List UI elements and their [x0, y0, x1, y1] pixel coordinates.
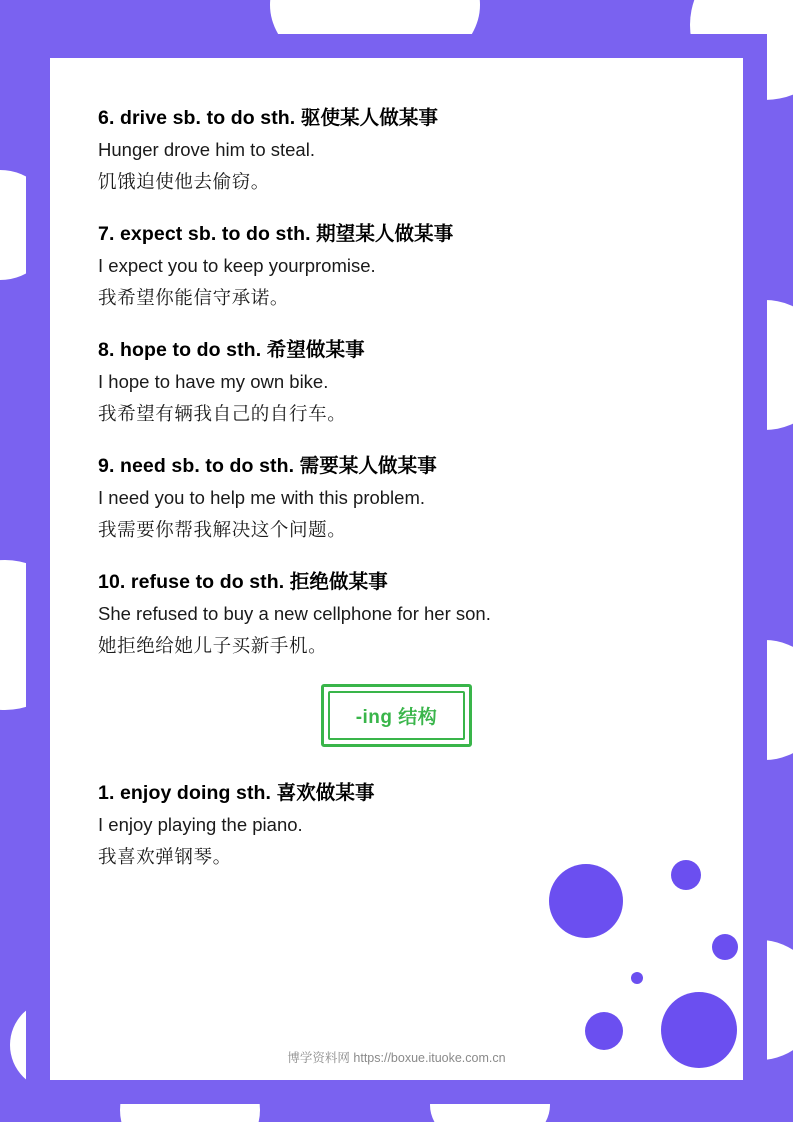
entry-example-english: I need you to help me with this problem.: [98, 487, 426, 508]
entry-example-chinese: 我需要你帮我解决这个问题。: [98, 519, 347, 540]
grammar-entry: [98, 566, 695, 658]
entry-title: 10. refuse to do sth. 拒绝做某事: [98, 571, 388, 593]
entry-example-chinese: 我希望有辆我自己的自行车。: [98, 403, 347, 424]
grammar-entry: [98, 334, 695, 426]
section-badge-frame: [321, 684, 473, 747]
grammar-entry: [98, 102, 695, 194]
entry-example-english: I expect you to keep yourpromise.: [98, 255, 376, 276]
entry-title: 1. enjoy doing sth. 喜欢做某事: [98, 782, 375, 804]
entry-title: 7. expect sb. to do sth. 期望某人做某事: [98, 223, 454, 245]
grammar-entry: [98, 777, 695, 869]
entry-title: 8. hope to do sth. 希望做某事: [98, 339, 365, 361]
decorative-dot: [585, 1012, 623, 1050]
footer-watermark: 博学资料网 https://boxue.ituoke.com.cn: [287, 1051, 506, 1065]
section-heading: [98, 684, 695, 747]
entry-title: 6. drive sb. to do sth. 驱使某人做某事: [98, 107, 439, 129]
entry-example-chinese: 我喜欢弹钢琴。: [98, 846, 232, 867]
entry-example-english: Hunger drove him to steal.: [98, 139, 315, 160]
grammar-entry: [98, 450, 695, 542]
entry-example-english: I enjoy playing the piano.: [98, 814, 303, 835]
decorative-dot: [549, 864, 623, 938]
entry-title: 9. need sb. to do sth. 需要某人做某事: [98, 455, 437, 477]
section-badge-label: -ing 结构: [328, 691, 466, 740]
entry-example-english: She refused to buy a new cellphone for her son.: [98, 603, 491, 624]
decorative-dot: [712, 934, 738, 960]
entry-example-chinese: 她拒绝给她儿子买新手机。: [98, 635, 328, 656]
entry-example-chinese: 我希望你能信守承诺。: [98, 287, 290, 308]
document-content: [98, 102, 695, 869]
page-frame: [26, 34, 767, 1104]
entry-example-chinese: 饥饿迫使他去偷窃。: [98, 171, 270, 192]
decorative-dot: [631, 972, 643, 984]
page-sheet: [50, 58, 743, 1080]
grammar-entry: [98, 218, 695, 310]
entry-example-english: I hope to have my own bike.: [98, 371, 329, 392]
